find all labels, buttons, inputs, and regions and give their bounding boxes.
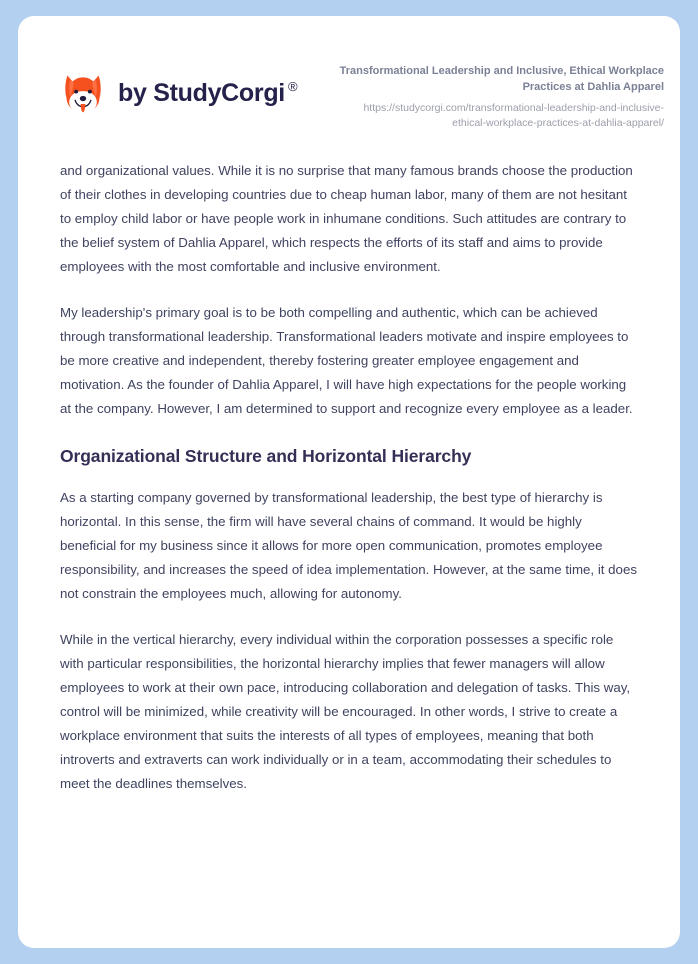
- paragraph-leadership-goal: My leadership's primary goal is to be both compelling and authentic, which can be achieved through transformational leadership. Transformational leaders motivate and inspire employees to be more creative and independent, thereby fostering greater employee engagement and motivation. As the founder of Dahlia Apparel, I will have high expectations for the people working at the company. However, I am determined to support and recognize every employee as a leader.: [60, 305, 633, 417]
- header-meta: [334, 60, 664, 131]
- brand-wordmark: [118, 79, 297, 108]
- document-title: Transformational Leadership and Inclusive, Ethical Workplace Practices at Dahlia Apparel: [339, 65, 664, 93]
- corgi-dog-icon: [60, 70, 106, 116]
- document-page: [18, 16, 680, 948]
- paragraph-horizontal-hierarchy: As a starting company governed by transformational leadership, the best type of hierarchy is horizontal. In this sense, the firm will have several chains of command. It would be highly beneficial for my business since it allows for more open communication, promotes employee responsibility, and increases the speed of idea implementation. However, at the same time, it does not constrain the employees much, allowing for autonomy.: [60, 489, 637, 601]
- registered-trademark-icon: ®: [287, 78, 298, 94]
- document-body: [18, 131, 680, 796]
- heading-organizational-structure: Organizational Structure and Horizontal Hierarchy: [60, 446, 472, 467]
- paragraph-organizational-values: and organizational values. While it is no surprise that many famous brands choose the production of their clothes in developing countries due to cheap human labor, many of them are not hesitant to employ child labor or have people work in inhumane conditions. Such attitudes are contrary to the belief system of Dahlia Apparel, which respects the efforts of its staff and aims to provide employees with the most comfortable and inclusive environment.: [60, 163, 633, 275]
- brand-logo-block[interactable]: [60, 60, 297, 116]
- document-header: [18, 16, 680, 131]
- paragraph-vertical-vs-horizontal: While in the vertical hierarchy, every individual within the corporation possesses a specific role with particular responsibilities, the horizontal hierarchy implies that fewer managers will allow employees to work at their own pace, introducing collaboration and delegation of tasks. This way, control will be minimized, while creativity will be encouraged. In other words, I strive to create a workplace environment that suits the interests of all types of employees, meaning that both introverts and extraverts can work individually or in a team, accommodating their schedules to meet the deadlines themselves.: [60, 631, 631, 791]
- document-source-url: https://studycorgi.com/transformational-leadership-and-inclusive-ethical-workplace-practices-at-dahlia-apparel/: [363, 102, 664, 130]
- brand-name-text: by StudyCorgi: [118, 78, 285, 107]
